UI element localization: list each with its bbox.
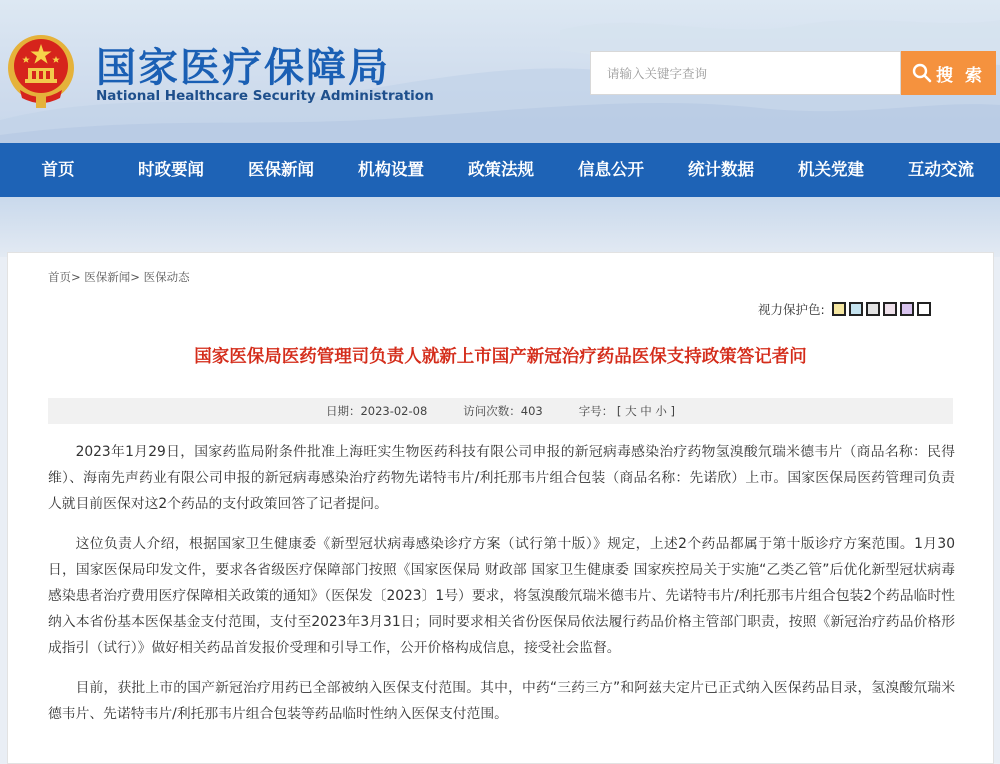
visit-count: 访问次数：403 [463, 404, 543, 418]
article-paragraph: 目前，获批上市的国产新冠治疗用药已全部被纳入医保支付范围。其中，中药“三药三方”和阿兹夫定片已正式纳入医保药品目录，氢溴酸氘瑞米德韦片、先诺特韦片/利托那韦片组合包装等药品临时性纳入医保支付范围。 [48, 680, 955, 722]
article-paragraph: 2023年1月29日，国家药监局附条件批准上海旺实生物医药科技有限公司申报的新冠病毒感染治疗药物氢溴酸氘瑞米德韦片（商品名称：民得维）、海南先声药业有限公司申报的新冠病毒感染治疗药物先诺特韦片/利托那韦片组合包装（商品名称：先诺欣）上市。国家医保局医药管理司负责人就目前医保对这2个药品的支付政策回答了记者提问。 [48, 444, 955, 512]
nav-item-party-building[interactable]: 机关党建 [798, 160, 864, 179]
vision-label: 视力保护色: [758, 302, 825, 317]
breadcrumb [48, 269, 190, 285]
nav-item-information[interactable]: 信息公开 [578, 160, 644, 179]
article-title: 国家医保局医药管理司负责人就新上市国产新冠治疗药品医保支持政策答记者问 [194, 347, 807, 367]
font-size-small[interactable]: 小 [655, 404, 667, 418]
nav-item-organization[interactable]: 机构设置 [358, 160, 424, 179]
color-swatch-gray[interactable] [866, 302, 880, 316]
color-swatch-pink[interactable] [883, 302, 897, 316]
article-paragraph: 这位负责人介绍，根据国家卫生健康委《新型冠状病毒感染诊疗方案（试行第十版）》规定，上述2个药品都属于第十版诊疗方案范围。1月30日，国家医保局印发文件，要求各省级医疗保障部门按照《国家医保局 财政部 国家卫生健康委 国家疾控局关于实施“乙类乙管”后优化新型冠状病毒感染患者治疗费用医疗保障相关政策的通知》（医保发〔2023〕1号）要求，将氢溴酸氘瑞米德韦片、先诺特韦片/利托那韦片组合包装2个药品临时性纳入本省份基本医保基金支付范围，支付至2023年3月31日；同时要求相关省份医保局依法履行药品价格主管部门职责，按照《新冠治疗药品价格形成指引（试行）》做好相关药品首发报价受理和引导工作，公开价格构成信息，接受社会监督。 [48, 536, 955, 656]
search-button-label: 搜 索 [936, 65, 985, 86]
site-header [0, 0, 1000, 143]
site-name-en: National Healthcare Security Administration [96, 88, 434, 104]
breadcrumb-home[interactable]: 首页> [48, 270, 81, 284]
font-size-large[interactable]: 大 [625, 404, 637, 418]
nav-item-home[interactable]: 首页 [41, 160, 75, 179]
article-panel [7, 252, 994, 764]
nav-item-interaction[interactable]: 互动交流 [908, 160, 974, 179]
national-emblem-icon [6, 32, 76, 108]
font-size-label: 字号： [578, 404, 614, 418]
article-meta [48, 398, 953, 424]
color-swatch-yellow[interactable] [832, 302, 846, 316]
nav-item-policies[interactable]: 政策法规 [468, 160, 534, 179]
banner-strip [0, 197, 1000, 257]
color-swatch-purple[interactable] [900, 302, 914, 316]
vision-protection-colors [758, 300, 931, 318]
nav-item-statistics[interactable]: 统计数据 [688, 160, 754, 179]
publish-date: 日期：2023-02-08 [325, 404, 428, 418]
color-swatch-white[interactable] [917, 302, 931, 316]
color-swatch-blue[interactable] [849, 302, 863, 316]
breadcrumb-healthcare-updates[interactable]: 医保动态 [143, 270, 190, 284]
nav-item-healthcare-news[interactable]: 医保新闻 [248, 160, 314, 179]
font-size-controls: 字号： [ 大 中 小 ] [578, 404, 676, 418]
main-nav [0, 143, 1000, 197]
nav-item-current-affairs[interactable]: 时政要闻 [138, 160, 204, 179]
breadcrumb-healthcare-news[interactable]: 医保新闻> [84, 270, 140, 284]
search-icon [912, 63, 932, 83]
search-input[interactable] [590, 51, 901, 95]
site-name: 国家医疗保障局 [96, 44, 390, 91]
font-size-medium[interactable]: 中 [640, 404, 652, 418]
article-body [48, 439, 955, 741]
search-button[interactable] [901, 51, 996, 95]
